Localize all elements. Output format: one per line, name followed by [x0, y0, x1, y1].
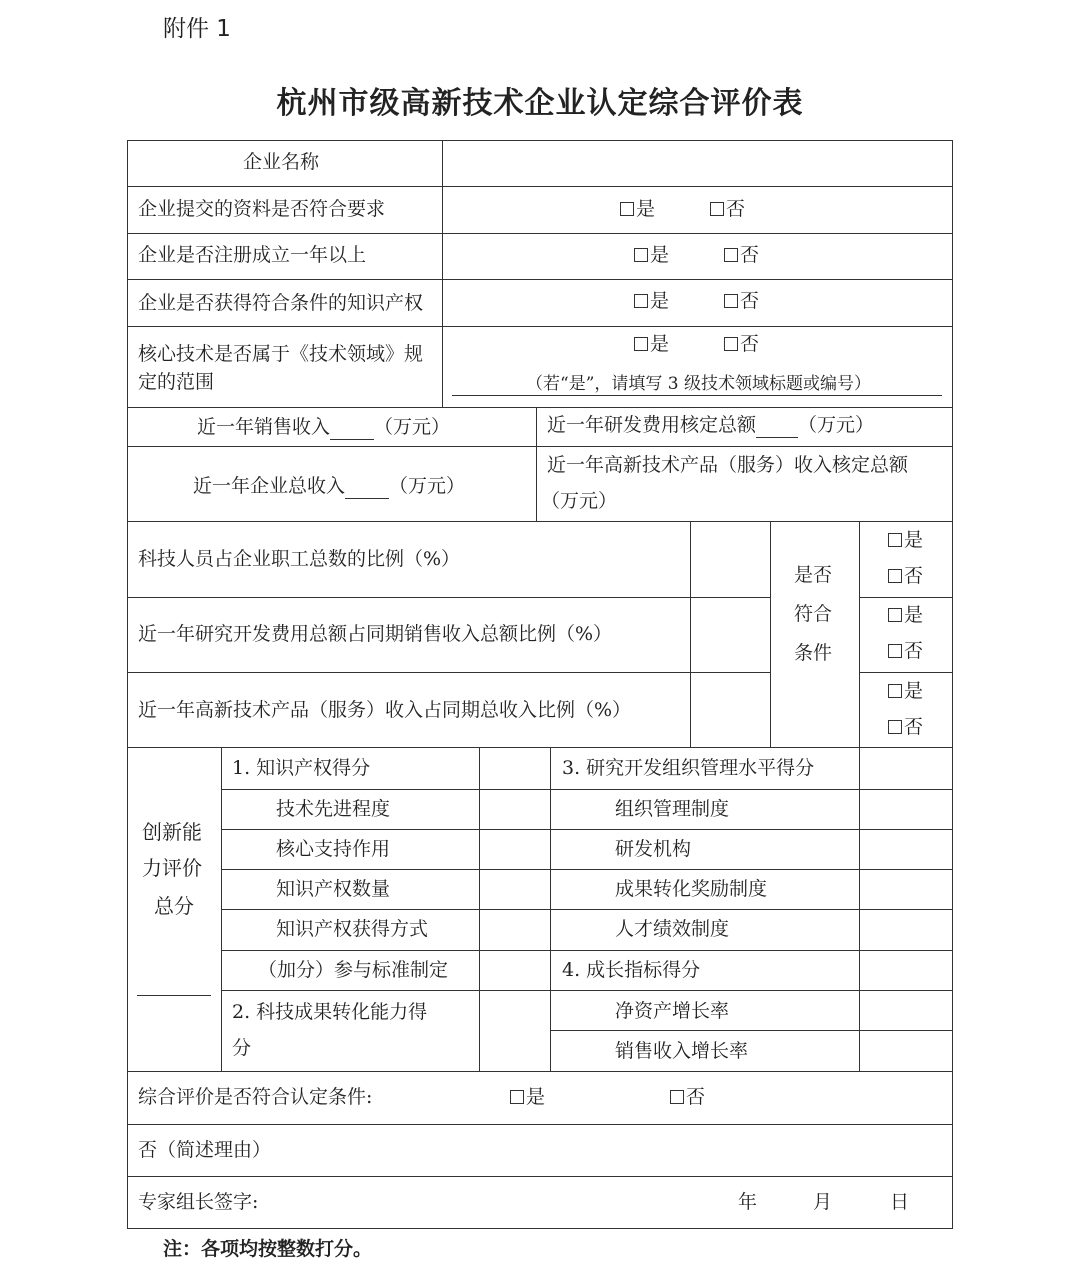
- checkbox-icon[interactable]: [634, 337, 648, 351]
- rd-ratio-value[interactable]: [691, 598, 769, 671]
- innovation-label-3: 总分: [154, 894, 194, 918]
- checkbox-icon[interactable]: [724, 337, 738, 351]
- hitech-ratio-value[interactable]: [691, 673, 769, 746]
- reason-label: 否（简述理由）: [138, 1139, 272, 1161]
- s3-item-org-system: 组织管理制度: [615, 798, 730, 820]
- core-tech-label-line2: 定的范围: [138, 371, 215, 393]
- checkbox-icon[interactable]: [888, 569, 902, 583]
- registered-no-option[interactable]: 否: [724, 243, 759, 267]
- innovation-total-field[interactable]: [137, 960, 211, 994]
- docs-ok-yes-option[interactable]: 是: [620, 197, 655, 221]
- innovation-label-1: 创新能: [142, 820, 202, 844]
- form-title: 杭州市级高新技术企业认定综合评价表: [276, 86, 804, 121]
- growth-heading: 4. 成长指标得分: [562, 959, 701, 981]
- compliant-label-1: 是否: [794, 564, 833, 586]
- reason-field[interactable]: [340, 1126, 950, 1174]
- s3-item-rd-org: 研发机构: [615, 838, 692, 860]
- checkbox-icon[interactable]: [888, 720, 902, 734]
- hitech-revenue-label-line2: （万元）: [541, 490, 618, 512]
- ip-score-heading: 1. 知识产权得分: [232, 757, 371, 779]
- s3-item-talent: 人才绩效制度: [615, 918, 730, 940]
- checkbox-icon[interactable]: [724, 294, 738, 308]
- sign-day: 日: [890, 1191, 910, 1213]
- tech-staff-yes-option[interactable]: 是: [888, 528, 923, 552]
- overall-yes-option[interactable]: 是: [510, 1085, 545, 1109]
- s4-item-net-assets: 净资产增长率: [615, 1000, 730, 1022]
- sales-revenue-field[interactable]: 近一年销售收入 （万元）: [197, 416, 451, 438]
- compliant-label-3: 条件: [794, 642, 833, 664]
- registered-label: 企业是否注册成立一年以上: [138, 244, 367, 266]
- hitech-ratio-no-option[interactable]: 否: [888, 715, 923, 739]
- sign-year: 年: [738, 1191, 758, 1213]
- company-name-label: 企业名称: [243, 151, 320, 173]
- signature-label: 专家组长签字:: [138, 1191, 259, 1213]
- ip-ok-yes-option[interactable]: 是: [634, 289, 669, 313]
- s1-item-ip-method: 知识产权获得方式: [276, 918, 429, 940]
- checkbox-icon[interactable]: [634, 294, 648, 308]
- hitech-ratio-yes-option[interactable]: 是: [888, 679, 923, 703]
- s4-item-sales-growth: 销售收入增长率: [615, 1040, 749, 1062]
- docs-ok-label: 企业提交的资料是否符合要求: [138, 198, 386, 220]
- checkbox-icon[interactable]: [888, 644, 902, 658]
- s1-item-core-support: 核心支持作用: [276, 838, 391, 860]
- sign-month: 月: [813, 1191, 833, 1213]
- footnote: 注：各项均按整数打分。: [163, 1238, 373, 1260]
- rd-ratio-yes-option[interactable]: 是: [888, 603, 923, 627]
- core-tech-label-line1: 核心技术是否属于《技术领域》规: [138, 343, 424, 365]
- tech-field-hint[interactable]: （若“是”，请填写 3 级技术领域标题或编号）: [526, 374, 872, 394]
- s2-heading-line2: 分: [232, 1037, 252, 1059]
- tech-staff-ratio-value[interactable]: [691, 522, 769, 596]
- s1-item-standards: （加分）参与标准制定: [258, 959, 449, 981]
- core-tech-no-option[interactable]: 否: [724, 332, 759, 356]
- core-tech-yes-option[interactable]: 是: [634, 332, 669, 356]
- s1-item-ip-count: 知识产权数量: [276, 878, 391, 900]
- checkbox-icon[interactable]: [710, 202, 724, 216]
- rd-management-heading: 3. 研究开发组织管理水平得分: [562, 757, 815, 779]
- ip-ok-no-option[interactable]: 否: [724, 289, 759, 313]
- checkbox-icon[interactable]: [620, 202, 634, 216]
- registered-yes-option[interactable]: 是: [634, 243, 669, 267]
- checkbox-icon[interactable]: [888, 533, 902, 547]
- tech-staff-no-option[interactable]: 否: [888, 564, 923, 588]
- hitech-ratio-label: 近一年高新技术产品（服务）收入占同期总收入比例（%）: [138, 699, 632, 721]
- tech-staff-ratio-label: 科技人员占企业职工总数的比例（%）: [138, 548, 461, 570]
- attachment-label: 附件 1: [163, 16, 231, 42]
- hitech-revenue-label-line1: 近一年高新技术产品（服务）收入核定总额: [547, 454, 909, 476]
- checkbox-icon[interactable]: [888, 684, 902, 698]
- overall-no-option[interactable]: 否: [670, 1085, 705, 1109]
- checkbox-icon[interactable]: [670, 1090, 684, 1104]
- checkbox-icon[interactable]: [724, 248, 738, 262]
- checkbox-icon[interactable]: [634, 248, 648, 262]
- overall-label: 综合评价是否符合认定条件:: [138, 1086, 373, 1108]
- s3-item-reward: 成果转化奖励制度: [615, 878, 768, 900]
- rd-ratio-label: 近一年研究开发费用总额占同期销售收入总额比例（%）: [138, 623, 613, 645]
- rd-expense-field[interactable]: 近一年研发费用核定总额 （万元）: [547, 414, 875, 436]
- docs-ok-no-option[interactable]: 否: [710, 197, 745, 221]
- compliant-label-2: 符合: [794, 603, 833, 625]
- ip-ok-label: 企业是否获得符合条件的知识产权: [138, 292, 424, 314]
- s2-heading-line1: 2. 科技成果转化能力得: [232, 1001, 428, 1023]
- total-revenue-field[interactable]: 近一年企业总收入 （万元）: [193, 475, 466, 497]
- checkbox-icon[interactable]: [888, 608, 902, 622]
- company-name-field[interactable]: [443, 141, 951, 185]
- s1-item-tech-advance: 技术先进程度: [276, 798, 391, 820]
- innovation-label-2: 力评价: [142, 856, 202, 880]
- rd-ratio-no-option[interactable]: 否: [888, 639, 923, 663]
- checkbox-icon[interactable]: [510, 1090, 524, 1104]
